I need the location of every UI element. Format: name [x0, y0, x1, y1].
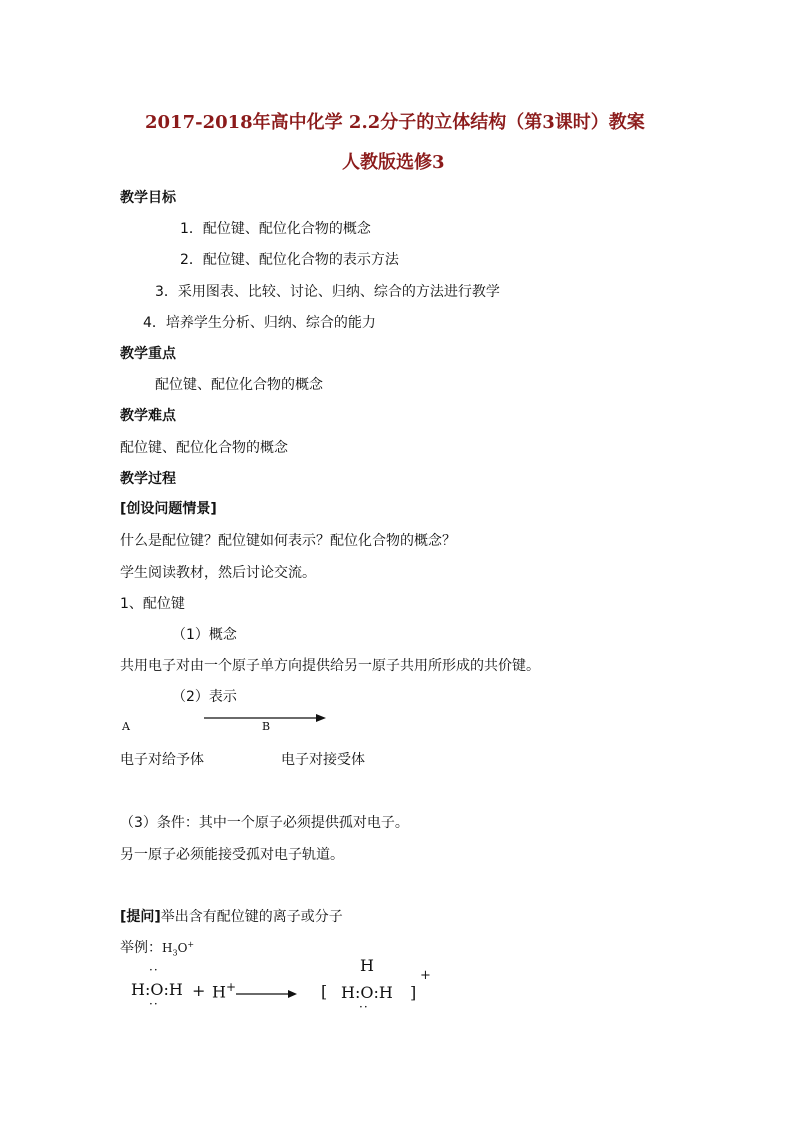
- difficulty-heading: 教学难点: [120, 408, 176, 424]
- coordinated-hydrogen: H: [360, 956, 374, 975]
- bracket-close: ]: [410, 983, 417, 1002]
- arrow-label-b: B: [262, 720, 271, 733]
- concept-text: 共用电子对由一个原子单方向提供给另一原子共用所形成的共价键。: [120, 658, 540, 674]
- objective-item-1: 1．配位键、配位化合物的概念: [180, 221, 371, 237]
- key-points-heading: 教学重点: [120, 346, 176, 362]
- example-formula: $H_3O^+$: [162, 940, 195, 958]
- reading-text: 学生阅读教材，然后讨论交流。: [120, 565, 316, 581]
- condition-text: （3）条件：其中一个原子必须提供孤对电子。: [120, 815, 409, 831]
- prompt-line: [120, 906, 343, 926]
- prompt-text: 举出含有配位键的离子或分子: [160, 909, 343, 925]
- concept-label: （1）概念: [172, 627, 237, 643]
- bracket-open: [: [321, 982, 328, 1001]
- objective-item-3: 3．采用图表、比较、讨论、归纳、综合的方法进行教学: [155, 284, 500, 300]
- proton: H+: [212, 980, 237, 1002]
- document-title-line2: 人教版选修3: [342, 152, 445, 173]
- acceptor-label: 电子对接受体: [281, 752, 365, 768]
- prompt-heading: [提问]: [120, 909, 161, 925]
- arrow-label-a: A: [122, 720, 130, 733]
- objective-item-4: 4．培养学生分析、归纳、综合的能力: [143, 315, 376, 331]
- representation-label: （2）表示: [172, 689, 237, 705]
- example-label: 举例：: [120, 940, 162, 956]
- document-title-line1: 2017-2018年高中化学 2.2分子的立体结构（第3课时）教案: [145, 112, 645, 133]
- ion-charge: +: [420, 968, 431, 983]
- condition-text2: 另一原子必须能接受孤对电子轨道。: [120, 847, 344, 863]
- lone-pair-bottom-left: ··: [149, 997, 159, 1011]
- water-molecule: H:O:H: [131, 980, 183, 999]
- lone-pair-top-left: ··: [149, 963, 159, 977]
- section1-title: 1、配位键: [120, 596, 185, 612]
- reaction-arrow: [236, 988, 298, 1000]
- question-text: 什么是配位键？配位键如何表示？配位化合物的概念？: [120, 533, 456, 549]
- donor-label: 电子对给予体: [120, 752, 204, 768]
- key-points-text: 配位键、配位化合物的概念: [155, 377, 323, 393]
- plus-sign: +: [192, 981, 206, 1000]
- lone-pair-bottom-right: ··: [359, 1000, 369, 1014]
- hydronium-core: H:O:H: [341, 983, 393, 1002]
- example-line: [120, 937, 194, 957]
- objective-item-2: 2．配位键、配位化合物的表示方法: [180, 252, 399, 268]
- scenario-heading: [创设问题情景]: [120, 501, 217, 517]
- objectives-heading: 教学目标: [120, 190, 176, 206]
- difficulty-text: 配位键、配位化合物的概念: [120, 440, 288, 456]
- process-heading: 教学过程: [120, 471, 176, 487]
